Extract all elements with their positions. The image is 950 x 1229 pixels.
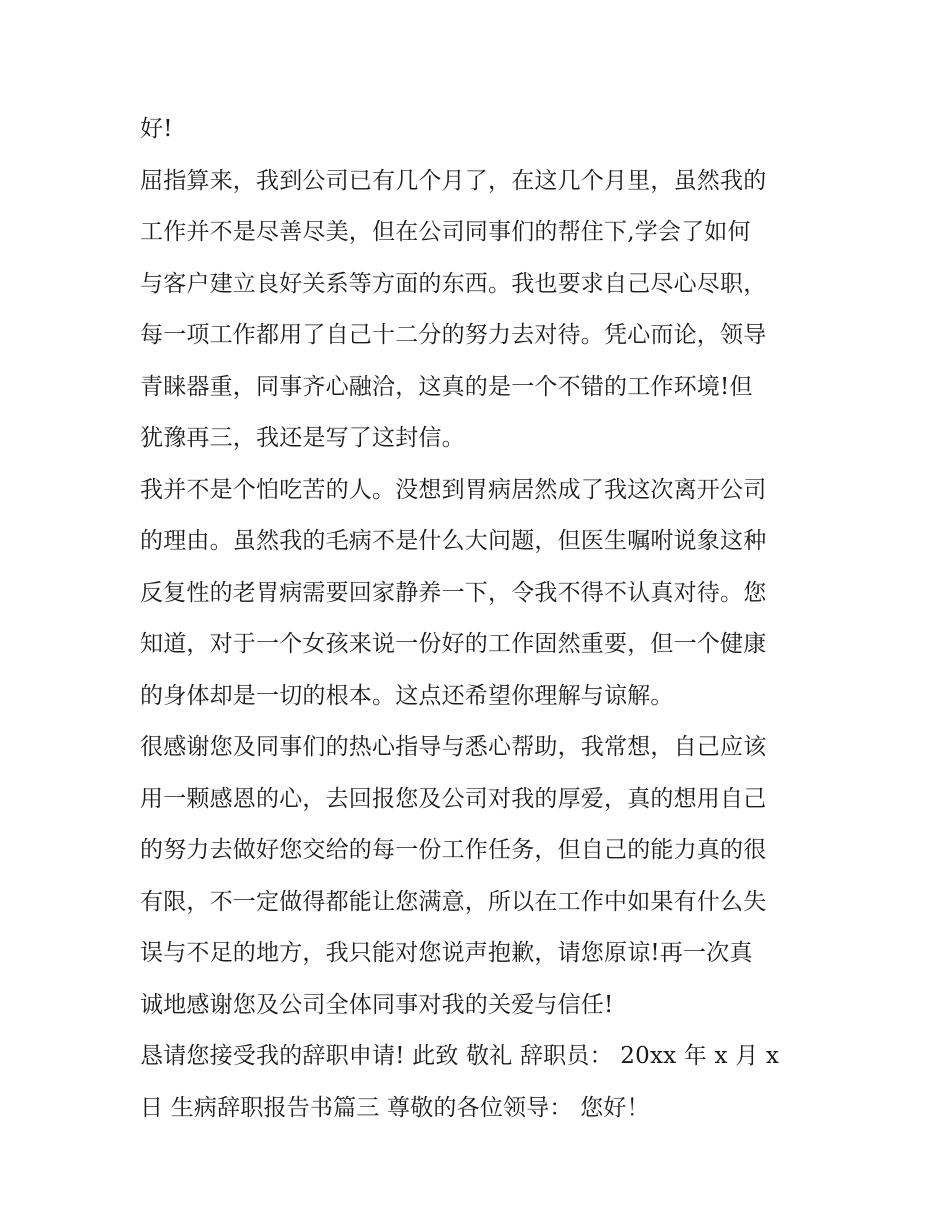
- text-line: 很感谢您及同事们的热心指导与悉心帮助，我常想，自己应该: [140, 734, 767, 760]
- text-line: 知道，对于一个女孩来说一份好的工作固然重要，但一个健康: [140, 631, 767, 657]
- text-line: 屈指算来，我到公司已有几个月了，在这几个月里，虽然我的: [140, 167, 767, 194]
- text-line: 日 生病辞职报告书篇三 尊敬的各位领导： 您好！: [140, 1094, 650, 1121]
- text-line: 诚地感谢您及公司全体同事对我的关爱与信任!: [140, 991, 614, 1018]
- text-line: 与客户建立良好关系等方面的东西。我也要求自己尽心尽职，: [140, 270, 767, 297]
- text-line: 的身体却是一切的根本。这点还希望你理解与谅解。: [140, 682, 674, 709]
- letter-body: [140, 104, 820, 1134]
- text-line: 青睐器重，同事齐心融洽，这真的是一个不错的工作环境!但: [140, 373, 753, 400]
- text-line: 有限，不一定做得都能让您满意，所以在工作中如果有什么失: [140, 888, 767, 915]
- text-line: 每一项工作都用了自己十二分的努力去对待。凭心而论，领导: [140, 322, 767, 348]
- text-line: 工作并不是尽善尽美，但在公司同事们的帮住下,学会了如何: [140, 219, 751, 245]
- text-line: 反复性的老胃病需要回家静养一下，令我不得不认真对待。您: [140, 579, 767, 606]
- text-line: 恳请您接受我的辞职申请! 此致 敬礼 辞职员： 20xx 年 x 月 x: [140, 1043, 780, 1069]
- text-line: 好!: [140, 116, 173, 142]
- text-line: 犹豫再三，我还是写了这封信。: [140, 425, 465, 451]
- text-line: 的理由。虽然我的毛病不是什么大问题，但医生嘱咐说象这种: [140, 528, 767, 554]
- text-line: 的努力去做好您交给的每一份工作任务，但自己的能力真的很: [140, 837, 767, 863]
- text-line: 我并不是个怕吃苦的人。没想到胃病居然成了我这次离开公司: [140, 476, 767, 503]
- text-line: 用一颗感恩的心，去回报您及公司对我的厚爱，真的想用自己: [140, 785, 767, 812]
- text-line: 误与不足的地方，我只能对您说声抱歉，请您原谅!再一次真: [140, 940, 753, 966]
